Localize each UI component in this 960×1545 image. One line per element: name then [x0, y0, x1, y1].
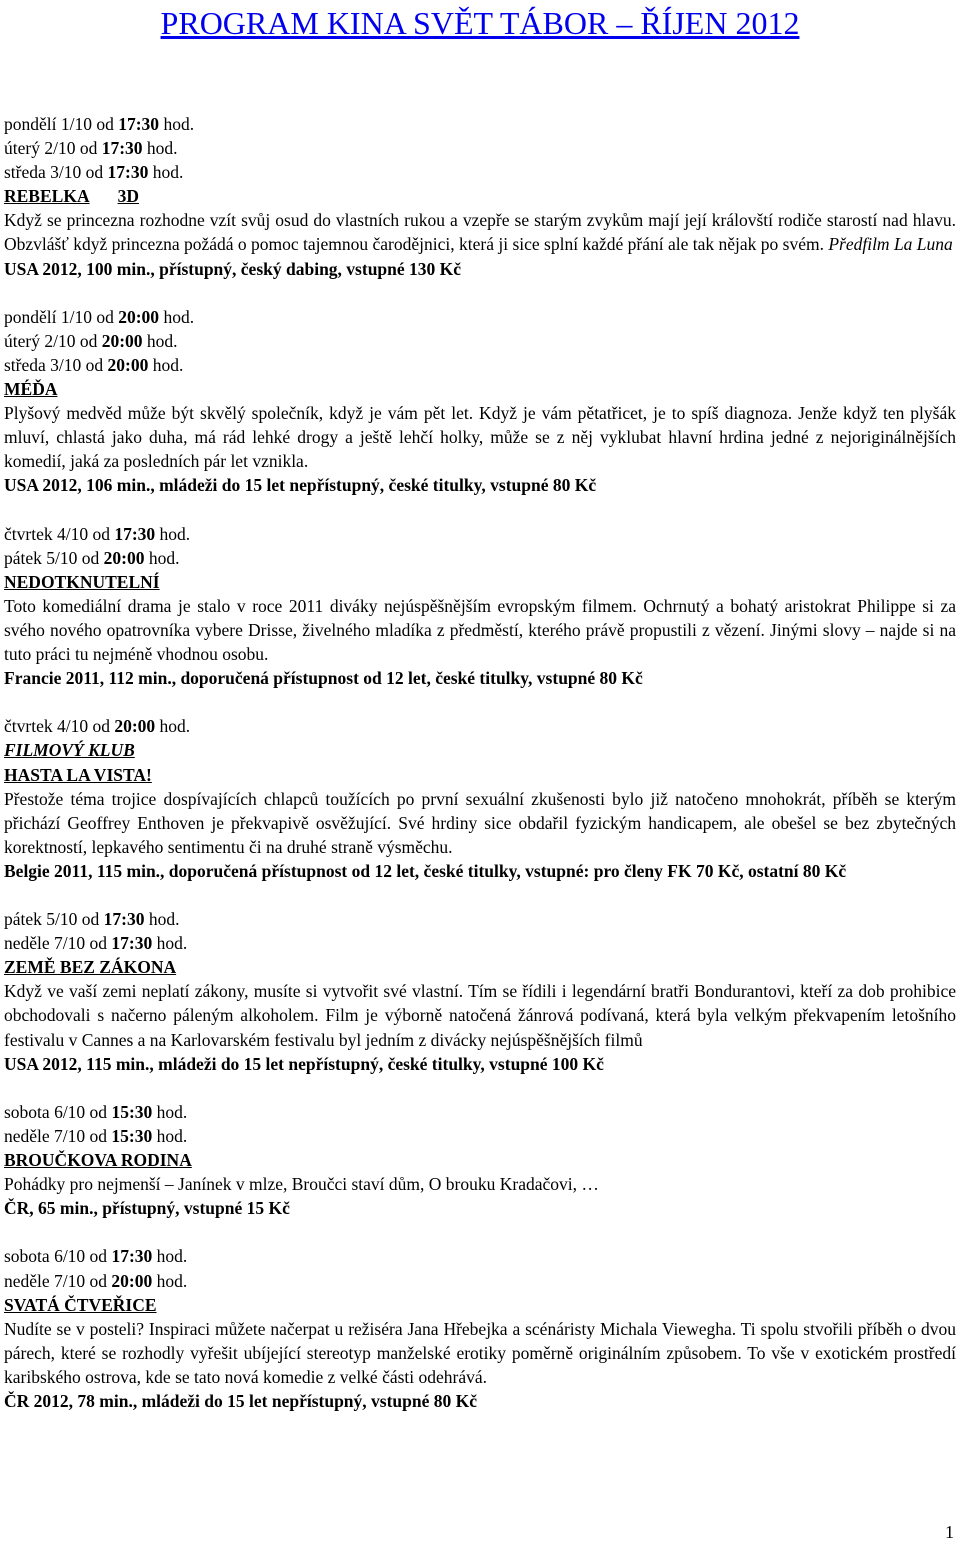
- showtime-time: 15:30: [111, 1125, 153, 1146]
- page-title: PROGRAM KINA SVĚT TÁBOR – ŘÍJEN 2012: [160, 5, 800, 41]
- showtime-day: čtvrtek 4/10 od: [4, 716, 110, 737]
- showtime-time: 15:30: [111, 1101, 153, 1122]
- showtime-time: 20:00: [118, 306, 160, 327]
- film-title-tag: 3D: [117, 186, 139, 207]
- showtime-time: 20:00: [101, 330, 143, 351]
- showtime-time: 20:00: [103, 547, 145, 568]
- film-info: ČR 2012, 78 min., mládeži do 15 let nepřístupný, vstupné 80 Kč: [4, 1390, 478, 1411]
- film-description: Když ve vaší zemi neplatí zákony, musíte si vytvořit své vlastní. Tím se řídili i legendární bratři Bondurantovi, kteří za dob prohibice obchodovali s načerno páleným alkoholem. Film je výborně natočená žánrová podívaná, která byla velkým překvapením letošního festivalu v Cannes a na Karlovarském festivalu byl jedním z divácky nejúspěšnějších filmů: [4, 981, 956, 1050]
- film-prefilm: Předfilm La Luna: [828, 234, 953, 255]
- showtime: [4, 907, 956, 931]
- film-description: [4, 208, 956, 256]
- showtime-suffix: hod.: [146, 330, 178, 351]
- film-entry-zeme-bez-zakona: [4, 907, 956, 1076]
- showtime-suffix: hod.: [159, 716, 191, 737]
- showtime-day: neděle 7/10 od: [4, 1125, 108, 1146]
- film-description: Plyšový medvěd může být skvělý společník, když je vám pět let. Když je vám pětatřicet, je to spíš diagnoza. Jenže když ten plyšák mluví, chlastá jako duha, má rád lehké drogy a ještě lehčí holky, může se z něj vyklubat hlavní hrdina jedné z nejoriginálnějších komedií, jaká za posledních pár let vznikla.: [4, 403, 956, 472]
- film-info: USA 2012, 100 min., přístupný, český dabing, vstupné 130 Kč: [4, 258, 462, 279]
- film-info: USA 2012, 106 min., mládeži do 15 let nepřístupný, české titulky, vstupné 80 Kč: [4, 475, 597, 496]
- film-title: ZEMĚ BEZ ZÁKONA: [4, 957, 177, 978]
- showtime-suffix: hod.: [156, 1270, 188, 1291]
- film-info: USA 2012, 115 min., mládeži do 15 let nepřístupný, české titulky, vstupné 100 Kč: [4, 1053, 604, 1074]
- showtime-suffix: hod.: [156, 1125, 188, 1146]
- film-title: BROUČKOVA RODINA: [4, 1150, 192, 1171]
- showtime-suffix: hod.: [146, 138, 178, 159]
- showtime-time: 20:00: [114, 716, 156, 737]
- film-title: SVATÁ ČTVEŘICE: [4, 1294, 157, 1315]
- film-description-text: Když se princezna rozhodne vzít svůj osud do vlastních rukou a vzepře se starým zvykům mají její královští rodiče starostí nad hlavu. Obzvlášť když princezna požádá o pomoc tajemnou čarodějnici, která ji sice splní každé přání ale tak nějak po svém.: [4, 210, 956, 255]
- showtime-time: 20:00: [107, 354, 149, 375]
- showtime-day: neděle 7/10 od: [4, 933, 108, 954]
- showtime: [4, 112, 956, 136]
- film-info: Belgie 2011, 115 min., doporučená přístupnost od 12 let, české titulky, vstupné: pro členy FK 70 Kč, ostatní 80 Kč: [4, 860, 847, 881]
- showtime: [4, 353, 956, 377]
- film-info: ČR, 65 min., přístupný, vstupné 15 Kč: [4, 1198, 290, 1219]
- showtime-day: sobota 6/10 od: [4, 1246, 108, 1267]
- showtime: [4, 329, 956, 353]
- showtime-suffix: hod.: [156, 1101, 188, 1122]
- film-title: NEDOTKNUTELNÍ: [4, 571, 160, 592]
- showtime-time: 17:30: [101, 138, 143, 159]
- showtime-suffix: hod.: [152, 162, 184, 183]
- film-entry-rebelka: [4, 112, 956, 281]
- film-entry-meda: [4, 305, 956, 498]
- showtime: [4, 160, 956, 184]
- showtime-day: pondělí 1/10 od: [4, 114, 114, 134]
- showtime: [4, 136, 956, 160]
- showtime-suffix: hod.: [156, 933, 188, 954]
- showtime-suffix: hod.: [148, 547, 180, 568]
- showtime-time: 17:30: [114, 523, 156, 544]
- showtime-time: 17:30: [107, 162, 149, 183]
- showtime-day: pátek 5/10 od: [4, 909, 100, 930]
- showtime-time: 17:30: [103, 909, 145, 930]
- showtime-suffix: hod.: [159, 523, 191, 544]
- showtime: [4, 931, 956, 955]
- showtime-day: úterý 2/10 od: [4, 330, 98, 351]
- film-entry-svata-ctverice: [4, 1244, 956, 1413]
- showtime-day: neděle 7/10 od: [4, 1270, 108, 1291]
- film-club-label: FILMOVÝ KLUB: [4, 740, 135, 761]
- showtime: [4, 546, 956, 570]
- film-description: Pohádky pro nejmenší – Janínek v mlze, Broučci staví dům, O brouku Kradačovi, …: [4, 1174, 599, 1195]
- showtime-time: 17:30: [118, 114, 160, 134]
- film-description: Toto komediální drama je stalo v roce 2011 diváky nejúspěšnějším evropským filmem. Ochrnutý a bohatý aristokrat Philippe si za svého nového opatrovníka vybere Drisse, živelného mladíka z předměstí, kterého právě propustili z vězení. Jinými slovy – najde si na tuto práci tu nejméně vhodnou osobu.: [4, 595, 956, 665]
- showtime-day: úterý 2/10 od: [4, 138, 98, 159]
- showtime-time: 17:30: [111, 1246, 153, 1267]
- showtime: [4, 1244, 956, 1268]
- showtime: [4, 1269, 956, 1293]
- showtime-suffix: hod.: [152, 354, 184, 375]
- showtime: [4, 1100, 956, 1124]
- film-entry-hasta-la-vista: [4, 714, 956, 883]
- showtime-day: pondělí 1/10 od: [4, 306, 114, 327]
- showtime-day: pátek 5/10 od: [4, 547, 100, 568]
- showtime-suffix: hod.: [163, 114, 195, 134]
- showtime-day: středa 3/10 od: [4, 162, 104, 183]
- film-entry-nedotknutelni: [4, 522, 956, 691]
- showtime-day: středa 3/10 od: [4, 354, 104, 375]
- film-info: Francie 2011, 112 min., doporučená přístupnost od 12 let, české titulky, vstupné 80 Kč: [4, 668, 643, 689]
- showtime-suffix: hod.: [148, 909, 180, 930]
- film-title: MÉĎA: [4, 379, 58, 400]
- film-title: [4, 184, 956, 208]
- showtime: [4, 305, 956, 329]
- film-title: HASTA LA VISTA!: [4, 764, 152, 785]
- showtime-day: sobota 6/10 od: [4, 1101, 108, 1122]
- film-description: Nudíte se v posteli? Inspiraci můžete načerpat u režiséra Jana Hřebejka a scénáristy Michala Viewegha. Ti spolu stvořili příběh o dvou párech, které se rozhodly vyřešit ubíjející stereotyp manželské erotiky poměrně originálním způsobem. To vše v exotickém prostředí karibského ostrova, kde se tato nová komedie z velké části odehrává.: [4, 1318, 956, 1387]
- page-number: 1: [945, 1522, 954, 1542]
- film-entry-brouckova-rodina: [4, 1100, 956, 1220]
- showtime-suffix: hod.: [156, 1246, 188, 1267]
- showtime: [4, 1124, 956, 1148]
- showtime-time: 17:30: [111, 933, 153, 954]
- showtime: [4, 714, 956, 738]
- showtime-suffix: hod.: [163, 306, 195, 327]
- film-description: Přestože téma trojice dospívajících chlapců toužících po první sexuální zkušenosti bylo již natočeno mnohokrát, příběh se kterým přichází Geoffrey Enthoven je překvapivě osvěžující. Své hrdiny sice obdařil fyzickým handicapem, ale obešel se bez zbytečných korektností, lepkavého sentimentu či na druhé straně výsměchu.: [4, 788, 956, 857]
- showtime-day: čtvrtek 4/10 od: [4, 523, 110, 544]
- showtime: [4, 522, 956, 546]
- film-title-text: REBELKA: [4, 186, 90, 207]
- program-list: [4, 112, 956, 1437]
- showtime-time: 20:00: [111, 1270, 153, 1291]
